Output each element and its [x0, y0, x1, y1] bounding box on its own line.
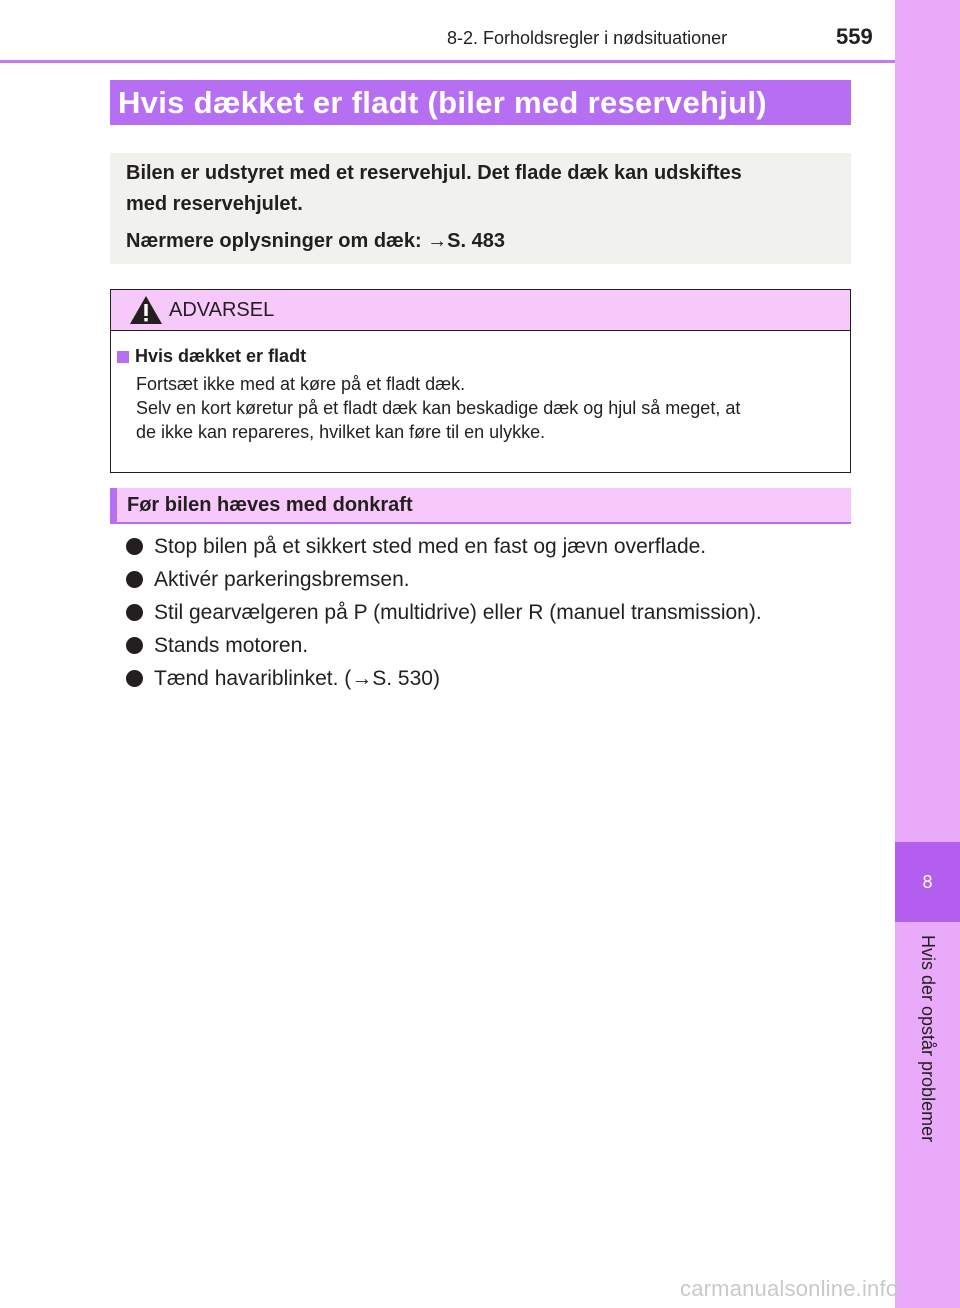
intro-line-2: med reservehjulet. [126, 193, 303, 215]
intro-line-1: Bilen er udstyret med et reservehjul. Det flade dæk kan udskiftes [126, 162, 742, 184]
warning-body [111, 331, 850, 444]
list-item-text: Stil gearvælgeren på P (multidrive) eller R (manuel transmission). [154, 600, 762, 624]
list-item [126, 530, 866, 563]
warning-line: Fortsæt ikke med at køre på et fladt dæk. [136, 374, 466, 394]
warning-label: ADVARSEL [169, 298, 275, 321]
warning-text [136, 372, 840, 444]
warning-line: de ikke kan repareres, hvilket kan føre til en ulykke. [136, 422, 546, 442]
square-bullet-icon [117, 351, 129, 363]
bullet-dot-icon [126, 637, 143, 654]
warning-subtitle-row [117, 346, 840, 367]
title-banner [110, 80, 851, 125]
chapter-title-text: Hvis der opstår problemer [918, 935, 938, 1143]
warning-line: Selv en kort køretur på et fladt dæk kan beskadige dæk og hjul så meget, at [136, 398, 741, 418]
chapter-title-vertical [895, 935, 960, 1175]
page-title: Hvis dækket er fladt (biler med reservehjul) [118, 84, 767, 120]
list-item [126, 629, 866, 662]
bullet-dot-icon [126, 538, 143, 555]
list-item-text: Stands motoren. [154, 633, 309, 657]
warning-header [111, 290, 850, 331]
list-item-text: Aktivér parkeringsbremsen. [154, 567, 410, 591]
bullet-dot-icon [126, 670, 143, 687]
list-item-text: Tænd havariblinket. (→S. 530) [154, 666, 440, 690]
warning-triangle-icon [129, 295, 163, 325]
warning-box [110, 289, 851, 473]
list-item [126, 596, 866, 629]
chapter-number: 8 [895, 842, 960, 922]
list-item [126, 662, 866, 695]
warning-subtitle: Hvis dækket er fladt [135, 346, 307, 366]
header-section-title: 8-2. Forholdsregler i nødsituationer [447, 28, 728, 48]
jack-section-banner [110, 488, 851, 524]
jack-preparation-list [126, 530, 866, 695]
page-number: 559 [836, 24, 873, 49]
list-item [126, 563, 866, 596]
bullet-dot-icon [126, 571, 143, 588]
chapter-side-tab [895, 0, 960, 1308]
watermark: carmanualsonline.info [680, 1276, 899, 1301]
header-divider [0, 60, 895, 63]
bullet-dot-icon [126, 604, 143, 621]
intro-box [110, 153, 851, 264]
jack-section-heading: Før bilen hæves med donkraft [127, 493, 413, 516]
list-item-text: Stop bilen på et sikkert sted med en fast og jævn overflade. [154, 534, 707, 558]
intro-reference: Nærmere oplysninger om dæk: →S. 483 [126, 230, 506, 252]
